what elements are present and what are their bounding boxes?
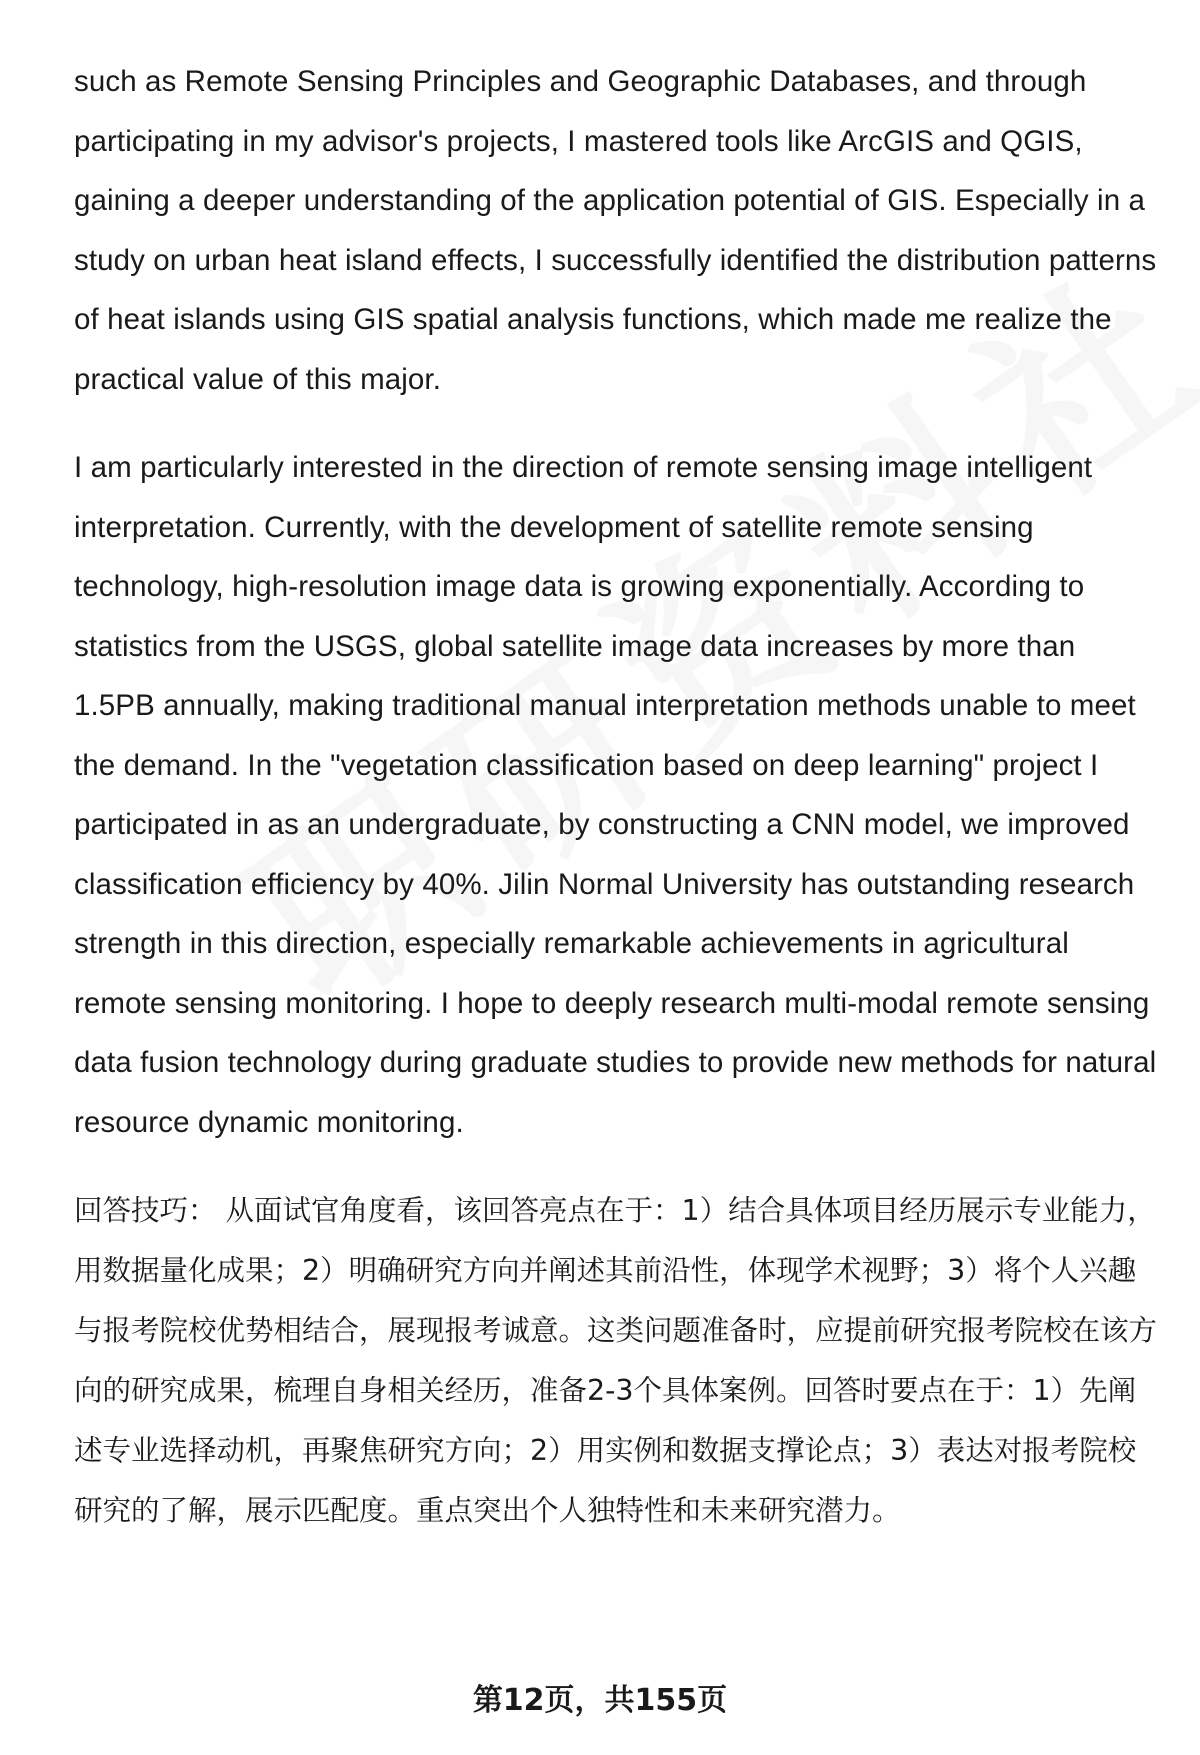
answer-tips: 回答技巧： 从面试官角度看，该回答亮点在于：1）结合具体项目经历展示专业能力，用数据量化成果；2）明确研究方向并阐述其前沿性，体现学术视野；3）将个人兴趣与报考院校优势相结合，展现报考诚意。这类问题准备时，应提前研究报考院校在该方向的研究成果，梳理自身相关经历，准备2-3个具体案例。回答时要点在于：1）先阐述专业选择动机，再聚焦研究方向；2）用实例和数据支撑论点；3）表达对报考院校研究的了解，展示匹配度。重点突出个人独特性和未来研究潜力。 — [74, 1194, 1158, 1527]
page-number: 第12页，共155页 — [472, 1683, 728, 1718]
paragraph-gis-experience: such as Remote Sensing Principles and Geographic Databases, and through participating in my advisor's projects, I mastered tools like ArcGIS and QGIS, gaining a deeper understanding of the application potential of GIS. Especially in a study on urban heat island effects, I successfully identified the distribution patterns of heat islands using GIS spatial analysis functions, which made me realize the practical value of this major. — [74, 65, 1157, 396]
paragraph-research-interest: I am particularly interested in the direction of remote sensing image intelligent interpretation. Currently, with the development of satellite remote sensing technology, high-resolution image data is growing exponentially. According to statistics from the USGS, global satellite image data increases by more than 1.5PB annually, making traditional manual interpretation methods unable to meet the demand. In the "vegetation classification based on deep learning" project I participated in as an undergraduate, by constructing a CNN model, we improved classification efficiency by 40%. Jilin Normal University has outstanding research strength in this direction, especially remarkable achievements in agricultural remote sensing monitoring. I hope to deeply research multi-modal remote sensing data fusion technology during graduate studies to provide new methods for natural resource dynamic monitoring. — [74, 451, 1157, 1139]
document-body — [74, 52, 1164, 1570]
